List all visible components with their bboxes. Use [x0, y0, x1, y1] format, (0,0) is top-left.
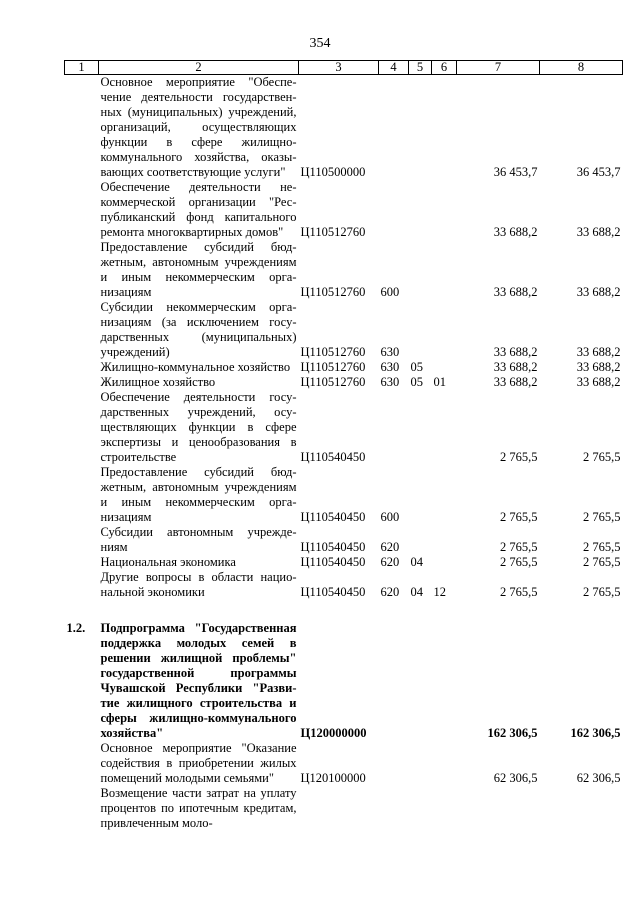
- row-subsection: [432, 240, 457, 300]
- row-target-code: Ц110540450: [300, 540, 366, 554]
- row-expense-type: [379, 621, 409, 741]
- row-subsection: [432, 180, 457, 240]
- col-header-6: 6: [432, 61, 457, 75]
- col-header-8: 8: [540, 61, 623, 75]
- row-name: Жилищное хозяйство: [100, 375, 216, 389]
- table-row: [65, 570, 623, 600]
- row-number: [65, 300, 99, 360]
- row-expense-type: [379, 741, 409, 786]
- row-number: [65, 360, 99, 375]
- row-subsection: [432, 465, 457, 525]
- row-target-code: Ц110540450: [300, 555, 366, 569]
- row-sum-2: 2 765,5: [583, 510, 621, 524]
- row-name: Основное мероприятие "Оказание содействия в приобретении жилых помещений молодыми семьями": [100, 741, 297, 785]
- row-number: [65, 741, 99, 786]
- row-sum-1: 62 306,5: [493, 771, 538, 785]
- row-target-code: Ц110512760: [300, 225, 366, 239]
- row-section: [409, 786, 432, 831]
- row-name: Жилищно-коммунальное хозяйство: [100, 360, 291, 374]
- row-expense-type: [379, 75, 409, 181]
- row-sum-1: 36 453,7: [493, 165, 538, 179]
- row-subsection: 01: [433, 375, 446, 389]
- row-number: [65, 180, 99, 240]
- row-section: [409, 300, 432, 360]
- row-name: Обеспечение деятельности некоммерческой организации "Республиканский фонд капитального ремонта многоквартирных домов": [100, 180, 297, 239]
- row-expense-type: 600: [380, 510, 400, 524]
- row-section: 04: [410, 585, 423, 599]
- row-target-code: Ц120100000: [300, 771, 366, 785]
- row-target-code: Ц110512760: [300, 375, 366, 389]
- row-sum-2: 33 688,2: [576, 360, 621, 374]
- row-expense-type: 620: [380, 555, 400, 569]
- row-sum-1: 33 688,2: [493, 375, 538, 389]
- row-expense-type: 630: [380, 375, 400, 389]
- col-header-3: 3: [299, 61, 379, 75]
- table-row: [65, 240, 623, 300]
- row-expense-type: 630: [380, 360, 400, 374]
- row-subsection: [432, 525, 457, 555]
- row-name: Субсидии некоммерческим организациям (за исключением государственных (муниципальных) учреждений): [100, 300, 297, 359]
- row-section: 05: [410, 360, 423, 374]
- row-target-code: Ц110512760: [300, 345, 366, 359]
- row-sum-1: 33 688,2: [493, 360, 538, 374]
- row-sum-2: 33 688,2: [576, 375, 621, 389]
- row-target-code: Ц110512760: [300, 285, 366, 299]
- row-sum-2: 62 306,5: [576, 771, 621, 785]
- row-sum-1: 33 688,2: [493, 345, 538, 359]
- row-section: [409, 621, 432, 741]
- table-row: [65, 360, 623, 375]
- page-number: 354: [309, 36, 331, 51]
- row-number: [65, 786, 99, 831]
- table-row: [65, 390, 623, 465]
- row-name: Основное мероприятие "Обеспечение деятельности государственных (муниципальных) учреждений, организаций, осуществляющих функции в сфере жилищно-коммунального хозяйства, оказывающих соответствующие услуги": [100, 75, 297, 179]
- row-subsection: [432, 741, 457, 786]
- row-target-code: Ц110500000: [300, 165, 366, 179]
- row-section: [409, 465, 432, 525]
- row-name: Подпрограмма "Государственная поддержка молодых семей в решении жилищной проблемы" государственной программы Чувашской Республики "Развитие жилищного строительства и сферы жилищно-коммунального хозяйства": [100, 621, 297, 740]
- row-expense-type: [379, 390, 409, 465]
- row-subsection: [432, 75, 457, 181]
- row-expense-type: 630: [380, 345, 400, 359]
- row-name: Национальная экономика: [100, 555, 236, 569]
- row-sum-2: 2 765,5: [583, 450, 621, 464]
- table-row: [65, 555, 623, 570]
- row-name: Обеспечение деятельности государственных учреждений, осуществляющих функции в сфере экспертизы и ценообразования в строительстве: [100, 390, 297, 464]
- table-row: [65, 465, 623, 525]
- row-spacer: [65, 600, 623, 621]
- row-number: [65, 465, 99, 525]
- row-number: [65, 390, 99, 465]
- table-row-subprogram: [65, 621, 623, 741]
- table-row: [65, 300, 623, 360]
- row-expense-type: [379, 180, 409, 240]
- table-row: [65, 741, 623, 786]
- row-target-code: Ц110512760: [300, 360, 366, 374]
- row-sum-1: 162 306,5: [487, 726, 538, 740]
- row-sum-2: 2 765,5: [583, 540, 621, 554]
- row-number: [65, 525, 99, 555]
- row-expense-type: 600: [380, 285, 400, 299]
- col-header-1: 1: [65, 61, 99, 75]
- col-header-2: 2: [99, 61, 299, 75]
- row-number: [65, 375, 99, 390]
- row-name: Предоставление субсидий бюджетным, автономным учреждениям и иным некоммерческим организациям: [100, 465, 297, 524]
- row-sum-2: [540, 786, 623, 831]
- row-sum-1: 2 765,5: [500, 540, 538, 554]
- row-sum-1: 2 765,5: [500, 555, 538, 569]
- table-row: [65, 180, 623, 240]
- row-number: 1.2.: [66, 621, 86, 635]
- row-name: Предоставление субсидий бюджетным, автономным учреждениям и иным некоммерческим организациям: [100, 240, 297, 299]
- row-subsection: [432, 390, 457, 465]
- row-number: [65, 555, 99, 570]
- column-number-header-row: [65, 61, 623, 75]
- row-sum-2: 162 306,5: [570, 726, 621, 740]
- row-expense-type: [379, 786, 409, 831]
- table-row: [65, 786, 623, 831]
- row-sum-2: 2 765,5: [583, 555, 621, 569]
- row-sum-1: 2 765,5: [500, 510, 538, 524]
- row-sum-2: 2 765,5: [583, 585, 621, 599]
- row-sum-1: 33 688,2: [493, 285, 538, 299]
- col-header-4: 4: [379, 61, 409, 75]
- row-sum-2: 36 453,7: [576, 165, 621, 179]
- row-name: Другие вопросы в области национальной экономики: [100, 570, 297, 599]
- row-sum-1: 2 765,5: [500, 585, 538, 599]
- budget-table: [64, 60, 623, 831]
- row-expense-type: 620: [380, 540, 400, 554]
- row-target-code: Ц110540450: [300, 585, 366, 599]
- row-sum-2: 33 688,2: [576, 285, 621, 299]
- row-name: Субсидии автономным учреждениям: [100, 525, 297, 554]
- row-subsection: [432, 360, 457, 375]
- row-section: [409, 741, 432, 786]
- row-section: [409, 390, 432, 465]
- row-number: [65, 240, 99, 300]
- col-header-7: 7: [457, 61, 540, 75]
- row-sum-1: 33 688,2: [493, 225, 538, 239]
- row-sum-2: 33 688,2: [576, 225, 621, 239]
- row-section: [409, 525, 432, 555]
- row-target-code: Ц110540450: [300, 450, 366, 464]
- row-section: 05: [410, 375, 423, 389]
- row-subsection: [432, 555, 457, 570]
- row-subsection: [432, 786, 457, 831]
- row-number: [65, 570, 99, 600]
- row-number: [65, 75, 99, 181]
- row-target-code: Ц120000000: [300, 726, 367, 740]
- row-target-code: [299, 786, 379, 831]
- row-target-code: Ц110540450: [300, 510, 366, 524]
- row-sum-2: 33 688,2: [576, 345, 621, 359]
- row-expense-type: 620: [380, 585, 400, 599]
- row-section: [409, 75, 432, 181]
- row-section: [409, 240, 432, 300]
- row-subsection: [432, 300, 457, 360]
- row-subsection: [432, 621, 457, 741]
- table-row: [65, 525, 623, 555]
- row-section: 04: [410, 555, 423, 569]
- col-header-5: 5: [409, 61, 432, 75]
- row-section: [409, 180, 432, 240]
- row-sum-1: 2 765,5: [500, 450, 538, 464]
- row-sum-1: [457, 786, 540, 831]
- row-subsection: 12: [433, 585, 446, 599]
- row-name: Возмещение части затрат на уплату процентов по ипотечным кредитам, привлеченным моло-: [100, 786, 297, 830]
- table-row: [65, 75, 623, 181]
- table-row: [65, 375, 623, 390]
